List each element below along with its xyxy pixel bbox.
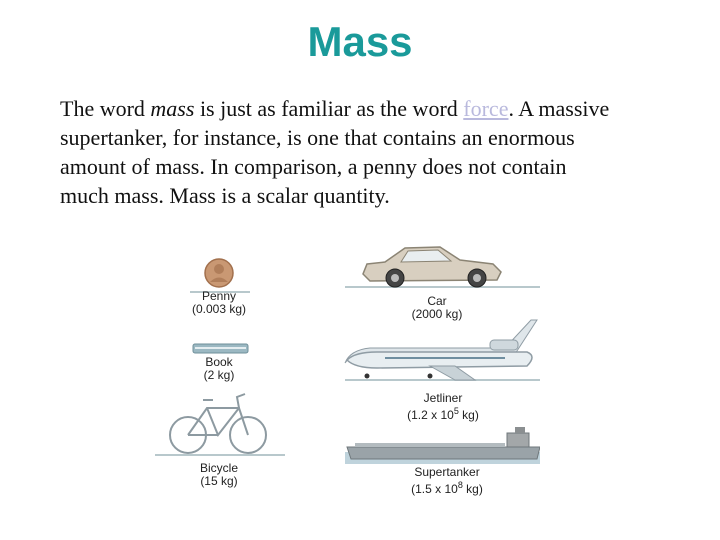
supertanker-icon [345,427,540,464]
bicycle-mass: (15 kg) [200,474,238,488]
bicycle-icon [170,394,266,453]
text-segment: is just as familiar as the word [194,96,464,121]
body-paragraph [60,94,620,210]
penny-label [183,290,255,316]
jetliner-label [383,392,503,422]
mass-comparison-figure [155,240,540,498]
car-icon [363,247,501,287]
jetliner-mass [383,405,503,422]
text-segment: The word [60,96,151,121]
supertanker-name: Supertanker [414,465,480,479]
book-label [187,356,251,382]
car-label [395,295,479,321]
bicycle-label [187,462,251,488]
book-mass: (2 kg) [203,368,235,382]
supertanker-mass-exponent: 8 [457,480,463,490]
text-segment: . A massive supertanker, for instance, is one that contains an enormous amount of mass. In comparison, a penny does not contain much mass. Mass is a scalar quantity. [60,96,610,208]
force-link[interactable]: force [463,96,509,121]
penny-name: Penny [201,289,237,303]
book-icon [193,344,248,353]
jetliner-icon [345,320,537,380]
penny-icon [205,259,233,287]
car-mass: (2000 kg) [411,307,463,321]
bicycle-name: Bicycle [199,461,238,475]
jetliner-mass-base: (1.2 x 10 [407,408,454,422]
penny-mass: (0.003 kg) [191,302,247,316]
supertanker-mass-unit: kg) [462,482,483,496]
book-name: Book [205,355,233,369]
slide-title: Mass [307,18,413,65]
emphasis-mass: mass [150,96,195,121]
supertanker-mass-base: (1.5 x 10 [411,482,458,496]
supertanker-label [383,466,511,496]
jetliner-name: Jetliner [423,391,463,405]
jetliner-mass-exponent: 5 [453,406,459,416]
car-name: Car [427,294,447,308]
jetliner-mass-unit: kg) [458,408,479,422]
supertanker-mass [383,479,511,496]
